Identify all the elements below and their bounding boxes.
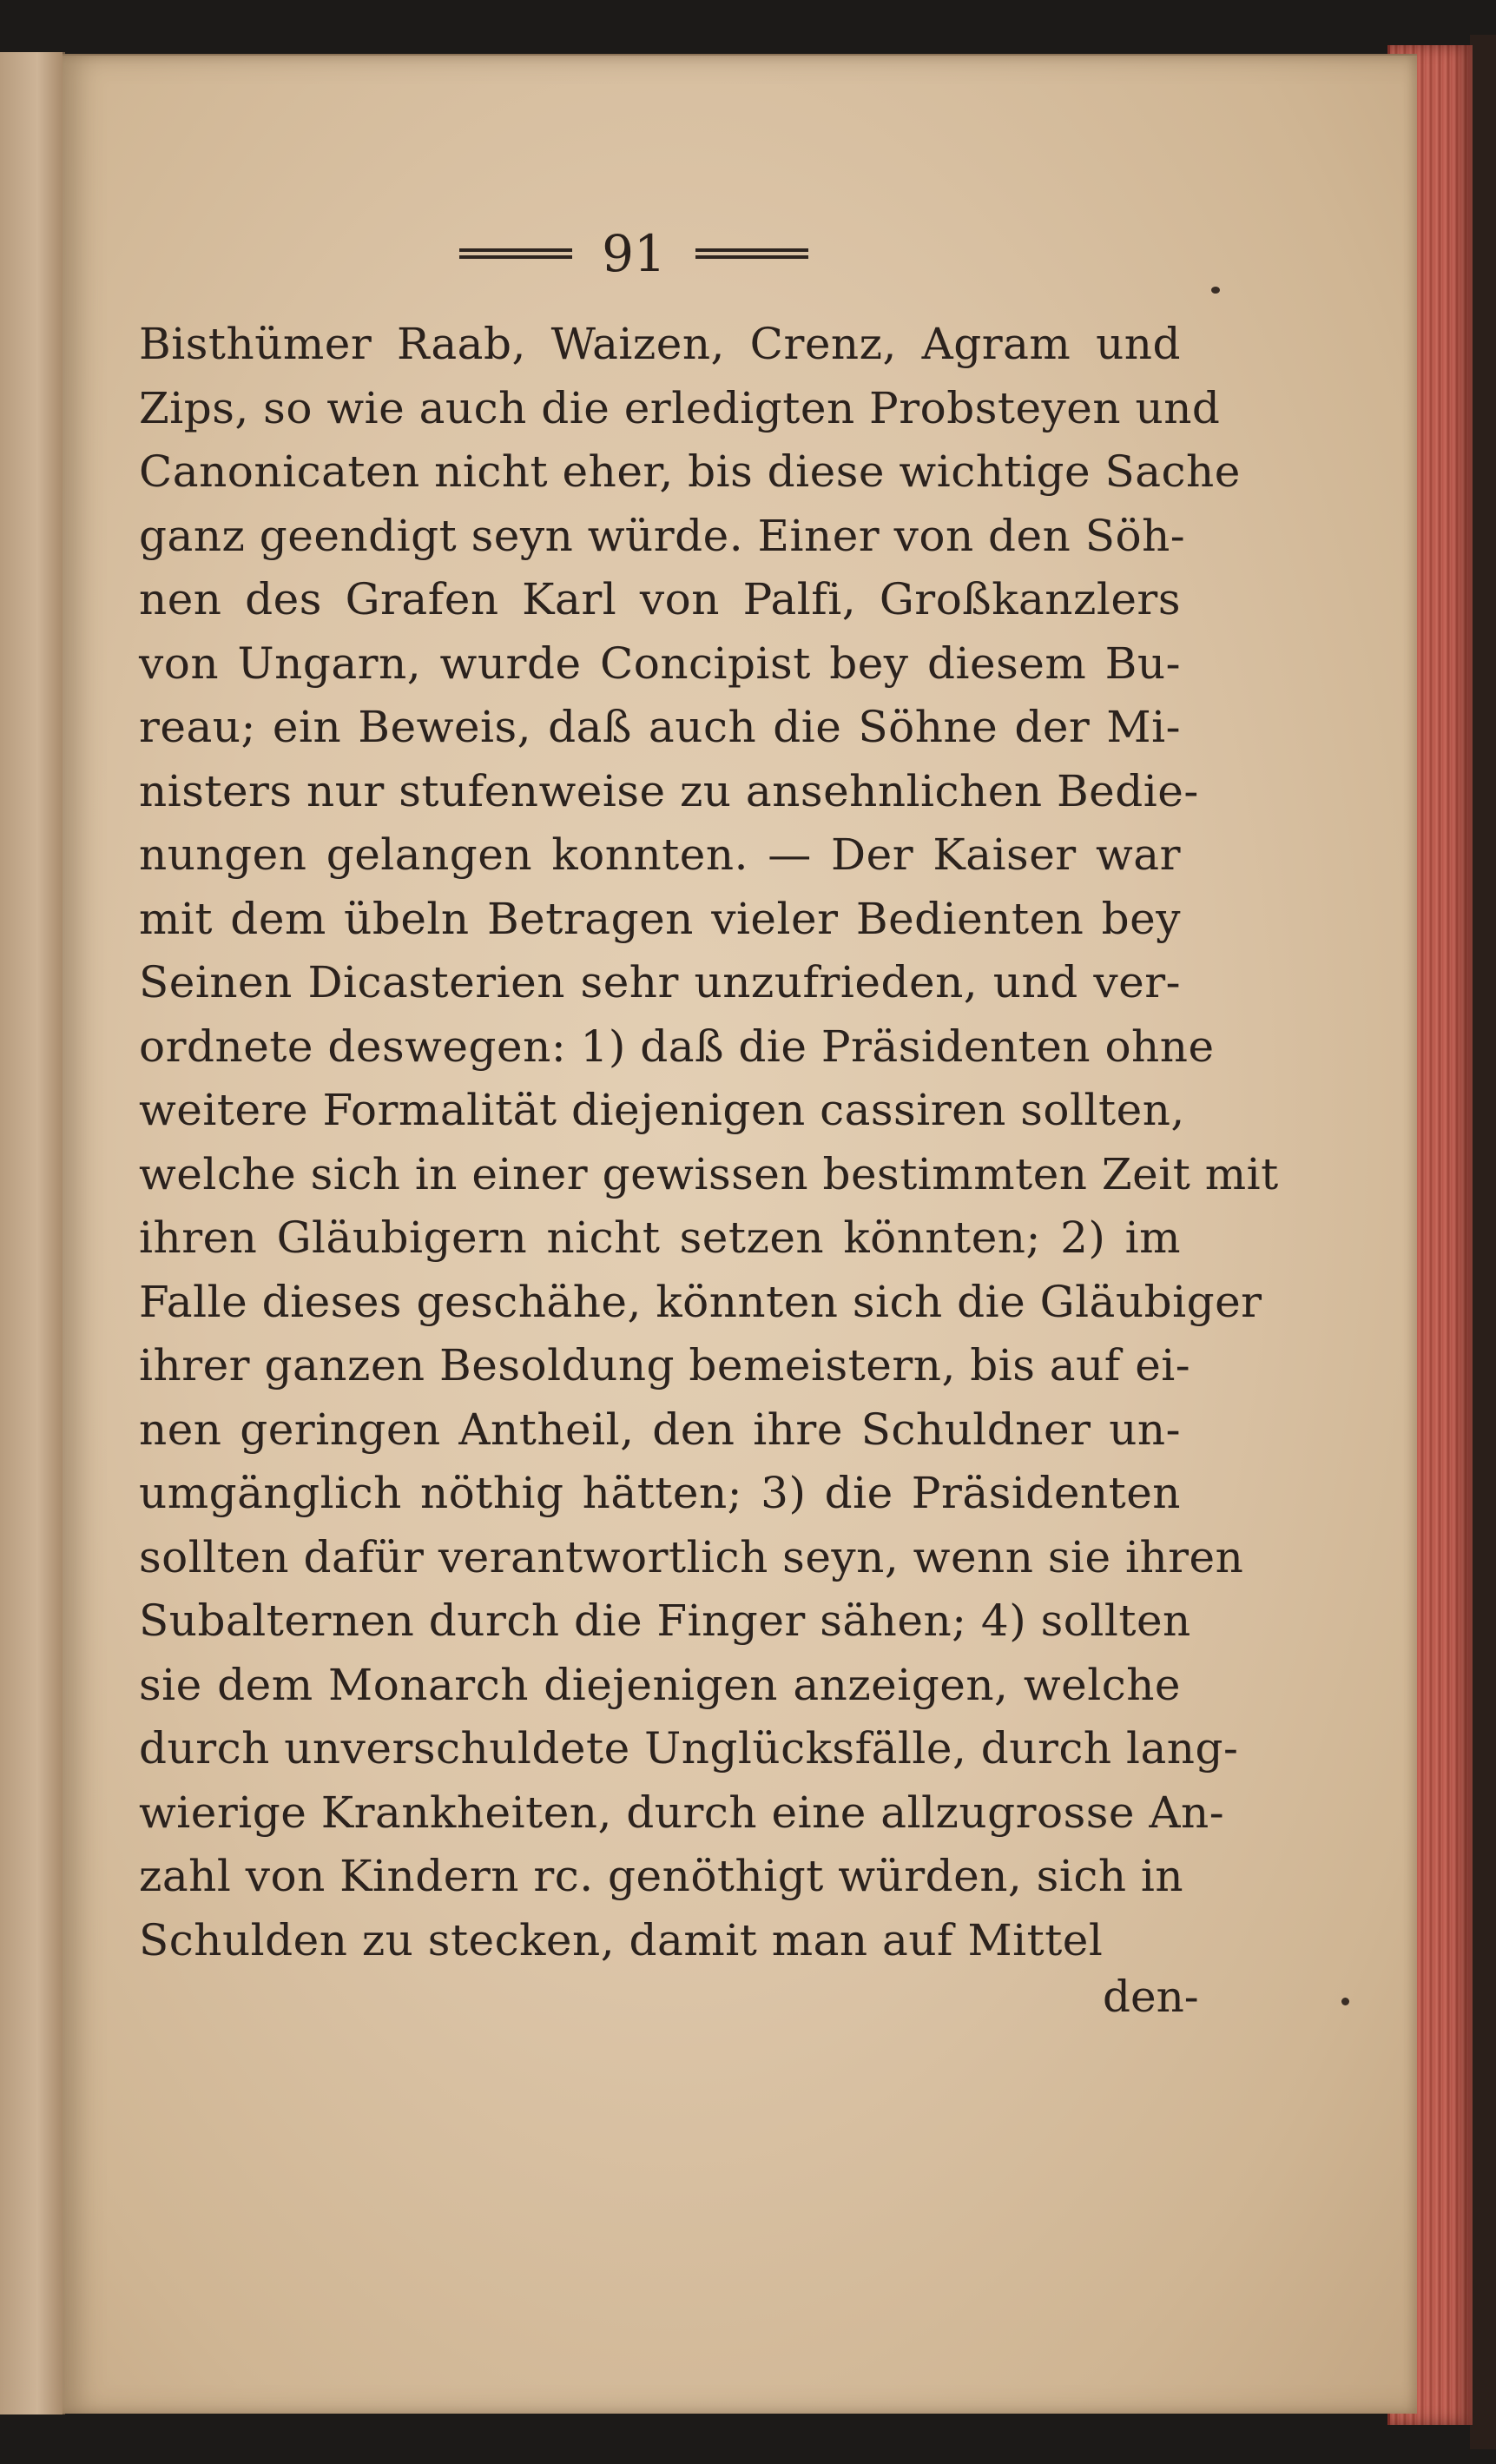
book-cover-edge [1470,35,1496,2449]
text-line: Zips, so wie auch die erledigten Probsteyen und [139,382,1221,433]
text-line: sollten dafür verantwortlich seyn, wenn sie ihren [139,1531,1244,1582]
body-text [139,313,1279,1972]
text-line: Schulden zu stecken, damit man auf Mittel [139,1914,1104,1965]
facing-page-edge [0,52,65,2414]
ink-speck [1341,1998,1349,2005]
text-line: nen geringen Antheil, den ihre Schuldner un- [139,1404,1181,1455]
text-line: von Ungarn, wurde Concipist bey diesem Bu- [139,637,1181,689]
text-line: umgänglich nöthig hätten; 3) die Präsidenten [139,1468,1181,1518]
text-line: ihrer ganzen Besoldung bemeistern, bis auf ei- [139,1340,1191,1391]
text-line: Falle dieses geschähe, könnten sich die Gläubiger [139,1276,1262,1327]
text-line: nisters nur stufenweise zu ansehnlichen Bedie- [139,765,1199,816]
text-line: ihren Gläubigern nicht setzen könnten; 2) im [139,1212,1181,1263]
text-line: reau; ein Beweis, daß auch die Söhne der Mi- [139,702,1181,752]
text-line: weitere Formalität diejenigen cassiren sollten, [139,1085,1185,1135]
text-line: Subalternen durch die Finger sähen; 4) sollten [139,1595,1191,1646]
text-line: wierige Krankheiten, durch eine allzugrosse An- [139,1787,1225,1838]
text-line: zahl von Kindern rc. genöthigt würden, sich in [139,1851,1184,1901]
text-line: mit dem übeln Betragen vieler Bedienten bey [139,893,1181,944]
text-line: nungen gelangen konnten. — Der Kaiser war [139,829,1181,880]
text-line: sie dem Monarch diejenigen anzeigen, welche [139,1659,1181,1710]
text-line: Bisthümer Raab, Waizen, Crenz, Agram und [139,319,1181,369]
header-rule-right [695,248,808,259]
text-line: ganz geendigt seyn würde. Einer von den Söh- [139,510,1186,561]
page-number: 91 [602,224,666,283]
text-line: welche sich in einer gewissen bestimmten Zeit mit [139,1148,1279,1199]
catchword: den- [1103,1972,1199,2022]
text-line: durch unverschuldete Unglücksfälle, durch lang- [139,1723,1239,1774]
text-line: Seinen Dicasterien sehr unzufrieden, und ver- [139,957,1181,1007]
text-line: Canonicaten nicht eher, bis diese wichtige Sache [139,446,1241,497]
text-line: ordnete deswegen: 1) daß die Präsidenten ohne [139,1021,1215,1072]
ink-speck [1211,287,1220,294]
text-line: nen des Grafen Karl von Palfi, Großkanzlers [139,574,1181,624]
page-header [434,224,834,283]
header-rule-left [459,248,572,259]
